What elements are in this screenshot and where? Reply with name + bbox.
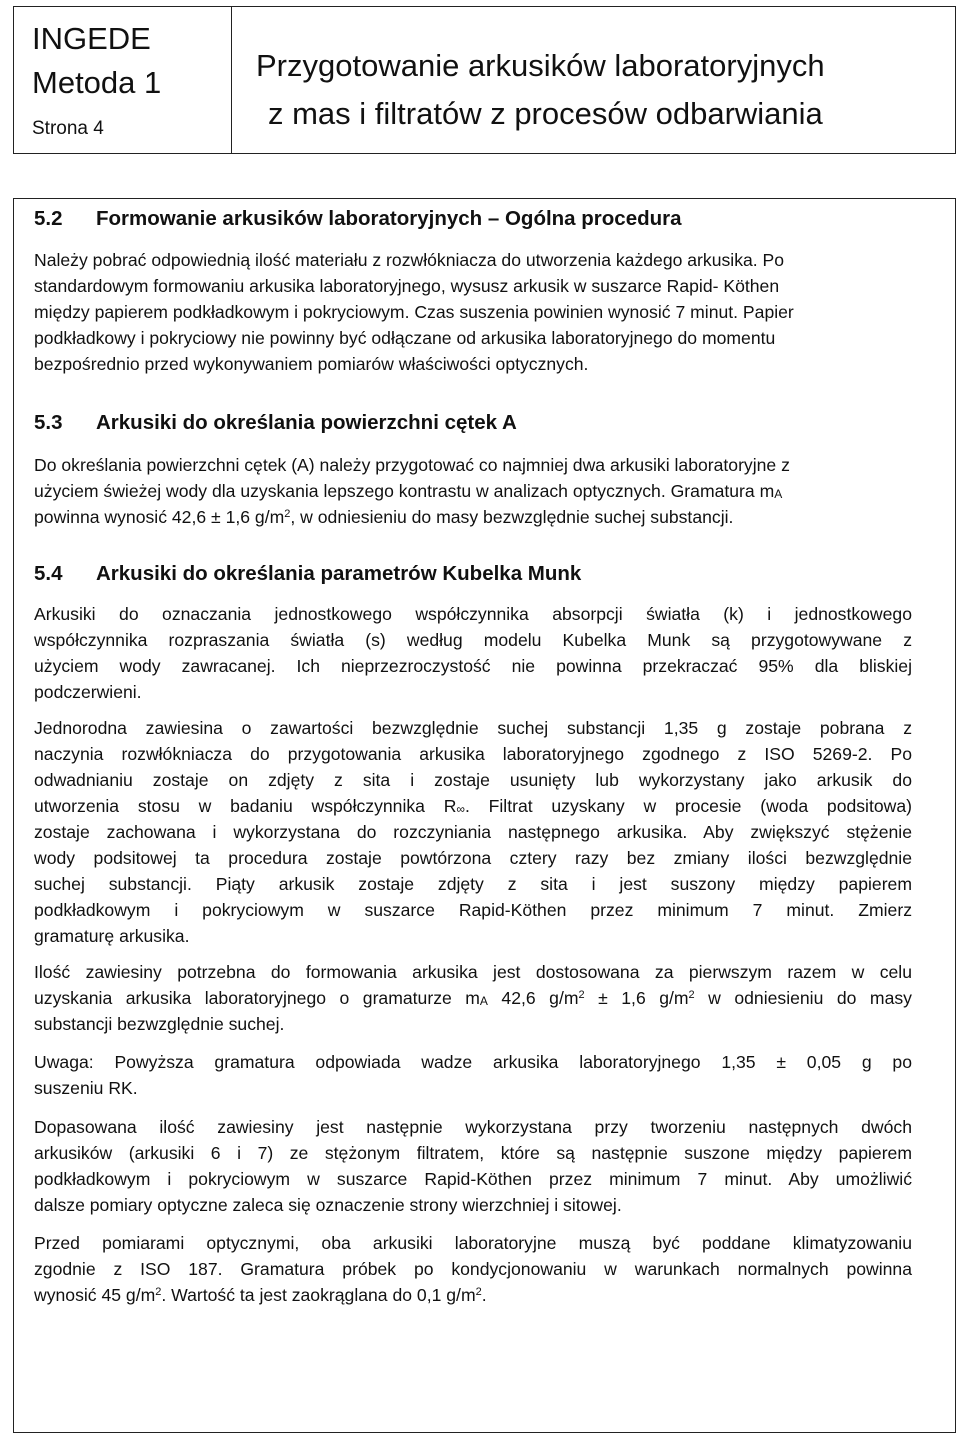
text-line: podkładkowy i pokryciowy nie powinny być odłączane od arkusika laboratoryjnego do momentu bbox=[34, 328, 776, 348]
section-5-3-paragraph bbox=[34, 452, 912, 530]
document-header bbox=[13, 6, 956, 154]
text-line: Ilość zawiesiny potrzebna do formowania arkusika jest dostosowana za pierwszym razem w celu bbox=[34, 962, 912, 982]
text-line: bezpośrednio przed wykonywaniem pomiarów właściwości optycznych. bbox=[34, 354, 589, 374]
text-line: Arkusiki do oznaczania jednostkowego współczynnika absorpcji światła (k) i jednostkowego bbox=[34, 604, 912, 624]
page-number: Strona 4 bbox=[32, 118, 104, 139]
method-label: Metoda 1 bbox=[32, 65, 162, 100]
kubelka-munk-paragraph-3 bbox=[34, 959, 912, 1037]
text-line: Przed pomiarami optycznymi, oba arkusiki laboratoryjne muszą być poddane klimatyzowaniu bbox=[34, 1233, 912, 1253]
text-line: podkładkowym i pokryciowym w suszarce Rapid-Köthen przez minimum 7 minut. Zmierz bbox=[34, 900, 912, 920]
kubelka-munk-paragraph-2 bbox=[34, 715, 912, 949]
organization-name: INGEDE bbox=[32, 21, 151, 56]
document-body bbox=[13, 198, 956, 1433]
text-line: utworzenia stosu w badaniu współczynnika $R_\infty$. Filtrat uzyskany w procesie (woda podsitowa) bbox=[34, 796, 912, 816]
text-line: odwadnianiu zostaje on zdjęty z sita i zostaje usunięty lub wykorzystany jako arkusik do bbox=[34, 770, 912, 790]
text-line: zgodnie z ISO 187. Gramatura próbek po kondycjonowaniu w warunkach normalnych powinna bbox=[34, 1259, 912, 1279]
section-title: Arkusiki do określania powierzchni cętek A bbox=[96, 411, 517, 434]
text-line: podkładkowym i pokryciowym w suszarce Rapid-Köthen przez minimum 7 minut. Aby umożliwić bbox=[34, 1169, 912, 1189]
kubelka-munk-note bbox=[34, 1049, 912, 1101]
text-line: współczynnika rozpraszania światła (s) według modelu Kubelka Munk są przygotowywane z bbox=[34, 630, 912, 650]
text-line: naczynia rozwłókniacza do przygotowania arkusika laboratoryjnego zgodnego z ISO 5269-2. Po bbox=[34, 744, 912, 764]
text-line: suszeniu RK. bbox=[34, 1078, 138, 1098]
text-line: Uwaga: Powyższa gramatura odpowiada wadze arkusika laboratoryjnego 1,35 ± 0,05 g po bbox=[34, 1052, 912, 1072]
text-line: Jednorodna zawiesina o zawartości bezwzględnie suchej substancji 1,35 g zostaje pobrana z bbox=[34, 718, 912, 738]
text-line: dalsze pomiary optyczne zaleca się oznaczenie strony wierzchniej i sitowej. bbox=[34, 1195, 622, 1215]
section-5-2-heading bbox=[34, 207, 682, 231]
section-title: Formowanie arkusików laboratoryjnych – Ogólna procedura bbox=[96, 207, 682, 230]
section-5-3-heading bbox=[34, 411, 517, 435]
text-line: między papierem podkładkowym i pokryciowym. Czas suszenia powinien wynosić 7 minut. Papier bbox=[34, 302, 794, 322]
kubelka-munk-paragraph-1 bbox=[34, 601, 912, 705]
section-5-4-heading bbox=[34, 562, 581, 586]
text-line: arkusików (arkusiki 6 i 7) ze stężonym filtratem, które są następnie suszone między papierem bbox=[34, 1143, 912, 1163]
document-title-line-2: z mas i filtratów z procesów odbarwiania bbox=[268, 96, 823, 131]
text-line: powinna wynosić 42,6 ± 1,6 $g/m^2$, w odniesieniu do masy bezwzględnie suchej substancji. bbox=[34, 507, 734, 527]
text-line: substancji bezwzględnie suchej. bbox=[34, 1014, 285, 1034]
text-line: gramaturę arkusika. bbox=[34, 926, 190, 946]
header-title-cell bbox=[232, 7, 955, 153]
kubelka-munk-paragraph-5 bbox=[34, 1114, 912, 1218]
section-number: 5.2 bbox=[34, 207, 63, 230]
text-line: wody podsitowej ta procedura zostaje powtórzona cztery razy bez zmiany ilości bezwzględnie bbox=[34, 848, 912, 868]
text-line: podczerwieni. bbox=[34, 682, 142, 702]
text-line: Należy pobrać odpowiednią ilość materiału z rozwłókniacza do utworzenia każdego arkusika. Po bbox=[34, 250, 785, 270]
text-line: użyciem wody zawracanej. Ich nieprzezroczystość nie powinna przekraczać 95% dla bliskiej bbox=[34, 656, 912, 676]
section-title: Arkusiki do określania parametrów Kubelka Munk bbox=[96, 562, 582, 585]
section-5-2-paragraph bbox=[34, 247, 912, 377]
text-line: użyciem świeżej wody dla uzyskania lepszego kontrastu w analizach optycznych. Gramatura $m_A$ bbox=[34, 481, 783, 501]
section-number: 5.3 bbox=[34, 411, 63, 434]
text-line: Dopasowana ilość zawiesiny jest następnie wykorzystana przy tworzeniu następnych dwóch bbox=[34, 1117, 912, 1137]
text-line: standardowym formowaniu arkusika laboratoryjnego, wysusz arkusik w suszarce Rapid- Köthen bbox=[34, 276, 780, 296]
kubelka-munk-paragraph-6 bbox=[34, 1230, 912, 1308]
document-title-line-1: Przygotowanie arkusików laboratoryjnych bbox=[256, 48, 825, 83]
text-line: wynosić 45 $g/m^2$. Wartość ta jest zaokrąglana do 0,1 $g/m^2$. bbox=[34, 1285, 487, 1305]
text-line: uzyskania arkusika laboratoryjnego o gramaturze $m_A$ 42,6 $g/m^2 \pm 1,6$ $g/m^2$ w odniesieniu do masy bbox=[34, 988, 912, 1008]
text-line: zostaje zachowana i wykorzystana do rozczyniania następnego arkusika. Aby zwiększyć stężenie bbox=[34, 822, 912, 842]
text-line: suchej substancji. Piąty arkusik zostaje zdjęty z sita i jest suszony między papierem bbox=[34, 874, 912, 894]
section-number: 5.4 bbox=[34, 562, 63, 585]
text-line: Do określania powierzchni cętek (A) należy przygotować co najmniej dwa arkusiki laboratoryjne z bbox=[34, 455, 790, 475]
header-left-cell bbox=[14, 7, 232, 153]
